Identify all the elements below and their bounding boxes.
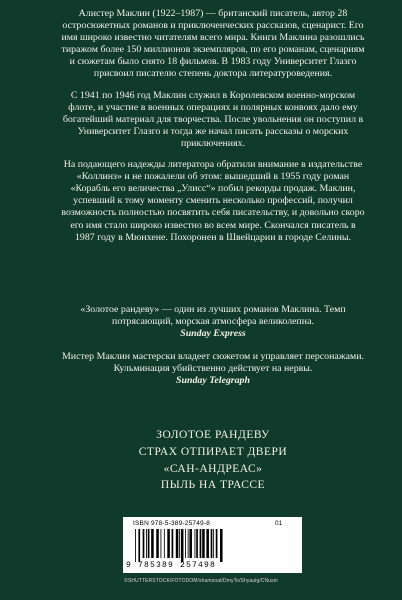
barcode-bar (189, 529, 192, 558)
barcode-bar (200, 529, 202, 558)
review-1 (60, 304, 366, 340)
barcode-bar (167, 529, 170, 558)
barcode-bar (213, 529, 214, 558)
barcode-bar (156, 529, 159, 558)
barcode-bar (196, 529, 198, 558)
book-title: СТРАХ ОТПИРАЕТ ДВЕРИ (138, 445, 288, 458)
barcode-bar (195, 529, 196, 558)
barcode-bar (188, 529, 189, 558)
barcode-bar (135, 529, 136, 562)
book-titles-list (60, 427, 366, 494)
bio-paragraph-1: Алистер Маклин (1922–1987) — британский писатель, автор 28 остросюжетных романов и приключенческих рассказов, сценарист. Его имя широко известно читателям всего мира. Книги Маклина разошлись тиражом более 150 миллионов экземпляров, по его романам, сценариям и сюжетам было снято 18 фильмов. В 1983 году Университет Глазго присвоил писателю степень доктора литературоведения. (61, 8, 365, 80)
barcode-bar (151, 529, 154, 558)
barcode-panel (123, 517, 302, 573)
bio-paragraph-3: На подающего надежды литератора обратили внимание в издательстве «Коллинз» и не пожалели об этом: вышедший в 1955 году роман «Корабль его величества „Улисс“» побил рекорды продаж. Маклин, успевший к тому моменту сменить несколько профессий, получил возможность полностью посвятить себя писательству, и довольно скоро его имя стало широко известно во всем мире. Скончался писатель в 1987 году в Мюнхене. Похоронен в Швейцарии в городе Селины. (61, 159, 365, 243)
barcode-bar (220, 529, 223, 562)
barcode-bar (161, 529, 162, 558)
barcode-bar (185, 529, 186, 558)
photo-credit: ©SHUTTERSTOCK/FOTODOM/shamsoat/DmyTo/Shyaulg/CNusin (124, 578, 278, 584)
barcode-number: 9 785389 257498 (126, 561, 217, 570)
review-2 (60, 351, 366, 387)
barcode-bar (146, 529, 147, 558)
barcode-bar (181, 529, 184, 562)
barcode-bar (179, 529, 180, 558)
review-quote: «Золотое рандеву» — один из лучших романов Маклина. Темп потрясающий, морская атмосфера великолепна. (80, 304, 346, 328)
review-source: Sunday Telegraph (176, 375, 250, 387)
review-quote: Мистер Маклин мастерски владеет сюжетом и управляет персонажами. Кульминация убийственно действует на нервы. (62, 351, 364, 375)
book-title: ПЫЛЬ НА ТРАССЕ (160, 479, 266, 492)
barcode-bar (216, 529, 218, 558)
barcode-bar (202, 529, 205, 558)
barcode-bar (148, 529, 150, 558)
bio-paragraph-2: С 1941 по 1946 год Маклин служил в Королевском военно-морском флоте, и участие в военных операциях и полярных конвоях дало ему богатейший материал для творчества. После увольнения он поступил в Университет Глазго и тогда же начал писать рассказы о морских приключениях. (62, 89, 364, 149)
author-biography (60, 8, 366, 253)
barcode-bar (138, 529, 140, 562)
barcode-addon: 01 (275, 520, 283, 527)
barcode-bar (176, 529, 179, 558)
review-source: Sunday Express (180, 328, 246, 340)
barcode-bar (172, 529, 174, 558)
press-reviews (60, 304, 366, 399)
barcode-bar (143, 529, 145, 558)
barcode-bars-icon (133, 529, 293, 562)
barcode-bar (211, 529, 213, 558)
book-title: «САН-АНДРЕАС» (163, 462, 263, 475)
barcode-bar (206, 529, 209, 558)
book-title: ЗОЛОТОЕ РАНДЕВУ (156, 429, 270, 441)
isbn-text: ISBN 978-5-389-25749-8 (133, 520, 211, 527)
barcode-bar (164, 529, 165, 558)
